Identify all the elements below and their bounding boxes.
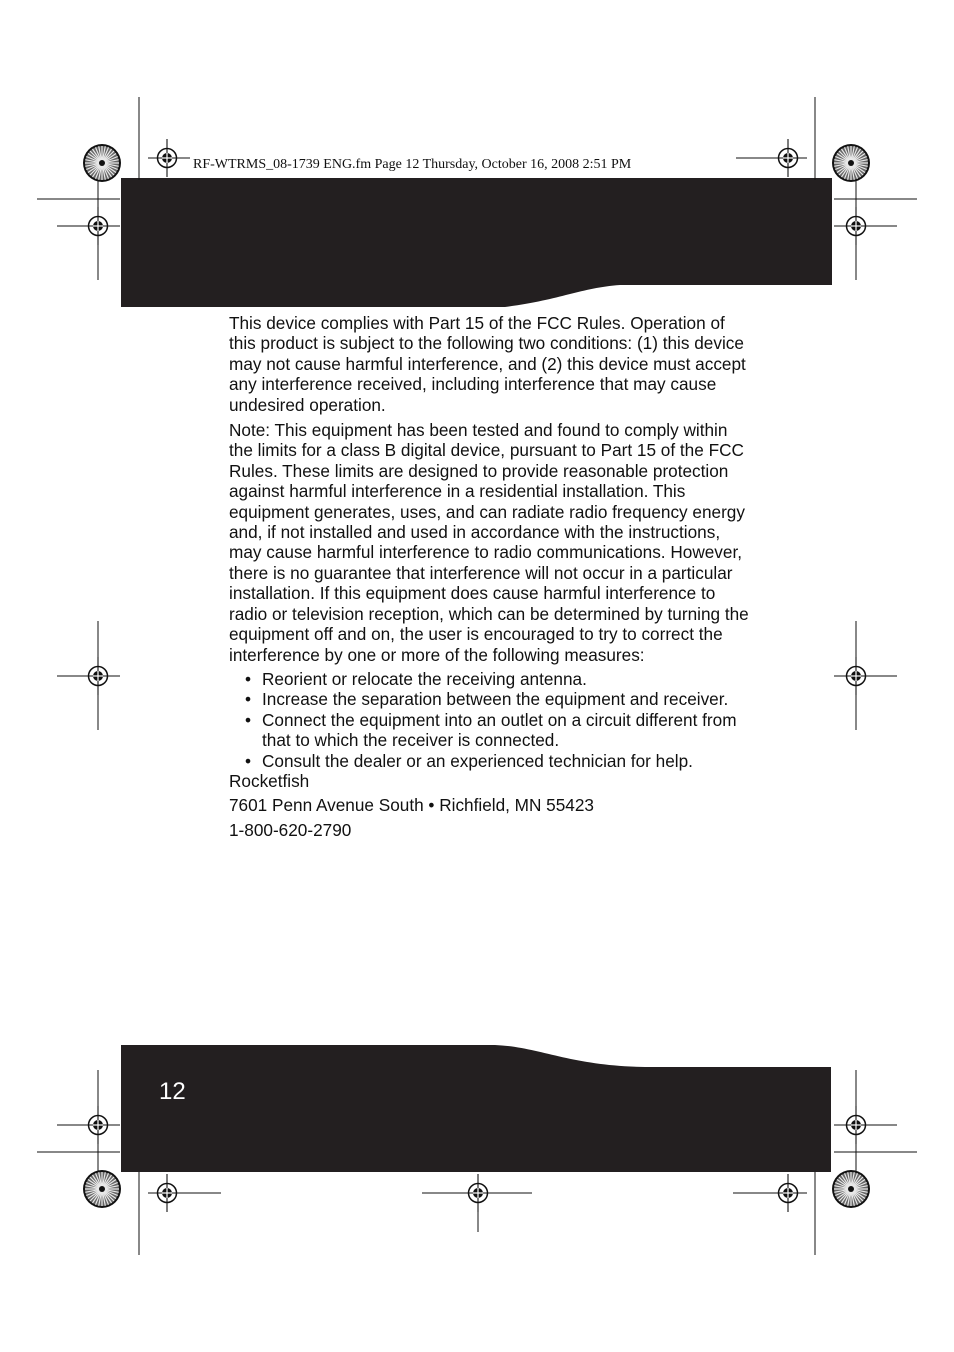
list-item: • Consult the dealer or an experienced technician for help. xyxy=(245,750,693,771)
star-target-icon xyxy=(83,144,121,182)
company-name: Rocketfish xyxy=(229,770,310,791)
bullet-icon: • xyxy=(245,689,252,710)
fcc-compliance-paragraph: This device complies with Part 15 of the FCC Rules. Operation of this product is subject to the following two conditions: (1) this device may not cause harmful interference, and (2) this device must accept any interference received, including interference that may cause undesired operation. xyxy=(229,313,746,415)
registration-mark-icon xyxy=(79,657,117,695)
registration-mark-icon xyxy=(837,1106,875,1144)
registration-mark-icon xyxy=(148,1174,186,1212)
header-band xyxy=(121,178,832,307)
printer-slug-line: RF-WTRMS_08-1739 ENG.fm Page 12 Thursday, October 16, 2008 2:51 PM xyxy=(193,157,632,172)
page-number: 12 xyxy=(159,1078,186,1105)
bullet-icon: • xyxy=(245,750,252,771)
registration-mark-icon xyxy=(459,1174,497,1212)
registration-mark-icon xyxy=(148,139,186,177)
registration-mark-icon xyxy=(837,657,875,695)
fcc-note-paragraph: Note: This equipment has been tested and found to comply within the limits for a class B digital device, pursuant to Part 15 of the FCC Rules. These limits are designed to provide reasonable protection against harmful interference in a residential installation. This equipment generates, uses, and can radiate radio frequency energy and, if not installed and used in accordance with the instructions, may cause harmful interference to radio communications. However, there is no guarantee that interference will not occur in a particular installation. If this equipment does cause harmful interference to radio or television reception, which can be determined by turning the equipment off and on, the user is encouraged to try to correct the interference by one or more of the following measures: xyxy=(229,420,749,665)
bullet-icon: • xyxy=(245,668,252,689)
company-phone: 1-800-620-2790 xyxy=(229,819,352,840)
registration-mark-icon xyxy=(769,1174,807,1212)
registration-mark-icon xyxy=(79,1106,117,1144)
list-item: • Reorient or relocate the receiving antenna. xyxy=(245,668,587,689)
star-target-icon xyxy=(832,1170,870,1208)
star-target-icon xyxy=(832,144,870,182)
fcc-statement-section xyxy=(229,313,749,844)
registration-mark-icon xyxy=(769,139,807,177)
registration-mark-icon xyxy=(837,207,875,245)
footer-band xyxy=(121,1045,831,1172)
list-item: • Increase the separation between the equipment and receiver. xyxy=(245,689,729,710)
star-target-icon xyxy=(83,1170,121,1208)
company-address: 7601 Penn Avenue South • Richfield, MN 55423 xyxy=(229,795,594,816)
interference-measures-list xyxy=(229,669,749,771)
list-item: • Connect the equipment into an outlet on a circuit different from that to which the receiver is connected. xyxy=(245,709,737,751)
bullet-icon: • xyxy=(245,709,252,730)
registration-mark-icon xyxy=(79,207,117,245)
